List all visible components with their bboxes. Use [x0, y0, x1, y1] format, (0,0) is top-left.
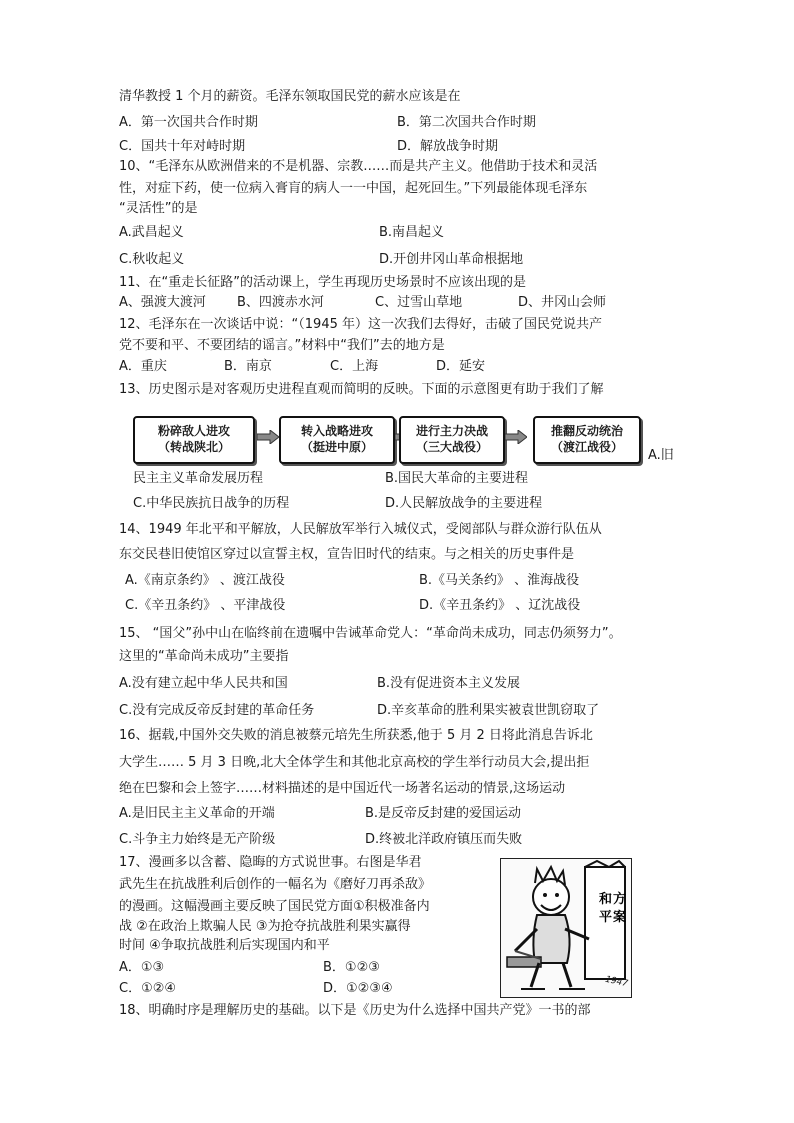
text-line: B．南京: [224, 359, 272, 374]
cartoon-sign-char: 平: [599, 910, 613, 925]
text-line: C．①②④: [119, 981, 177, 996]
text-line: 18、明确时序是理解历史的基础。以下是《历史为什么选择中国共产党》一书的部: [119, 1003, 591, 1018]
text-line: 17、漫画多以含蓄、隐晦的方式说世事。右图是华君: [119, 855, 422, 870]
text-line: C.《辛丑条约》 、平津战役: [125, 598, 286, 613]
text-line: 战 ②在政治上欺骗人民 ③为抢夺抗战胜利果实赢得: [119, 919, 411, 934]
text-line: 武先生在抗战胜利后创作的一幅名为《磨好刀再杀敌》: [119, 877, 432, 892]
diagram-box-2: [279, 416, 395, 464]
text-line: 的漫画。这幅漫画主要反映了国民党方面①积极准备内: [119, 899, 430, 914]
text-line: 绝在巴黎和会上签字……材料描述的是中国近代一场著名运动的情景,这场运动: [119, 781, 566, 796]
diagram-box-sub: （三大战役）: [415, 440, 488, 454]
text-line: D.《辛丑条约》 、辽沈战役: [419, 598, 581, 613]
text-line: 14、1949 年北平和平解放，人民解放军举行入城仪式，受阅部队与群众游行队伍从: [119, 522, 602, 537]
text-line: A．①③: [119, 960, 165, 975]
text-line: A.是旧民主主义革命的开端: [119, 806, 275, 821]
text-line: A.没有建立起中华人民共和国: [119, 676, 288, 691]
text-line: C.秋收起义: [119, 252, 185, 267]
text-line: 13、历史图示是对客观历史进程直观而简明的反映。下面的示意图更有助于我们了解: [119, 382, 604, 397]
text-line: B．第二次国共合作时期: [397, 115, 536, 130]
text-line: 大学生…… 5 月 3 日晚,北大全体学生和其他北京高校的学生举行动员大会,提出拒: [119, 755, 590, 770]
text-line: 党不要和平、不要团结的谣言。”材料中“我们”去的地方是: [119, 338, 445, 353]
text-line: A．重庆: [119, 359, 167, 374]
text-line: 10、“毛泽东从欧洲借来的不是机器、宗教……而是共产主义。他借助于技术和灵活: [119, 159, 598, 174]
text-line: 11、在“重走长征路”的活动课上，学生再现历史场景时不应该出现的是: [119, 275, 527, 290]
text-line: 东交民巷旧使馆区穿过以宣誓主权，宣告旧时代的结束。与之相关的历史事件是: [119, 547, 575, 562]
text-line: 时间 ④争取抗战胜利后实现国内和平: [119, 938, 330, 953]
cartoon-sharpening-knife: [500, 858, 632, 998]
text-line: C.没有完成反帝反封建的革命任务: [119, 703, 315, 718]
diagram-box-sub: （挺进中原）: [300, 440, 373, 454]
text-line: B.国民大革命的主要进程: [385, 471, 529, 486]
text-line: A.旧: [648, 448, 674, 463]
arrow-right-icon: [505, 430, 527, 444]
text-line: A．第一次国共合作时期: [119, 115, 258, 130]
text-line: C.斗争主力始终是无产阶级: [119, 832, 276, 847]
text-line: 清华教授 1 个月的薪资。毛泽东领取国民党的薪水应该是在: [119, 89, 461, 104]
text-line: D.辛亥革命的胜利果实被袁世凯窃取了: [377, 703, 600, 718]
text-line: 这里的“革命尚未成功”主要指: [119, 649, 289, 664]
text-line: 15、 “国父”孙中山在临终前在遗嘱中告诫革命党人：“革命尚未成功，同志仍须努力”。: [119, 626, 622, 641]
text-line: A.武昌起义: [119, 225, 184, 240]
arrow-right-icon: [257, 430, 279, 444]
diagram-box-4: [533, 416, 641, 464]
cartoon-sign-char: 和: [599, 892, 613, 907]
cartoon-year: 1947: [604, 974, 629, 990]
text-line: 12、毛泽东在一次谈话中说：“（1945 年）这一次我们去得好，击破了国民党说共产: [119, 317, 602, 332]
diagram-box-title: 转入战略进攻: [300, 424, 373, 438]
text-line: A、强渡大渡河: [119, 295, 206, 310]
text-line: D．①②③④: [323, 981, 393, 996]
text-line: D.开创井冈山革命根据地: [379, 252, 524, 267]
cartoon-sign-char: 方: [613, 892, 627, 907]
text-line: 民主主义革命发展历程: [133, 471, 264, 486]
diagram-box-1: [133, 416, 255, 464]
text-line: D．延安: [436, 359, 486, 374]
diagram-box-sub: （渡江战役）: [550, 440, 623, 454]
text-line: C.中华民族抗日战争的历程: [133, 496, 290, 511]
text-line: 16、据载,中国外交失败的消息被蔡元培先生所获悉,他于 5 月 2 日将此消息告诉北: [119, 728, 593, 743]
diagram-box-title: 推翻反动统治: [550, 424, 623, 438]
diagram-box-title: 粉碎敌人进攻: [157, 424, 230, 438]
text-line: B.《马关条约》 、淮海战役: [419, 573, 580, 588]
liberation-war-flow-diagram: [133, 414, 643, 466]
text-line: C．上海: [330, 359, 379, 374]
text-line: “灵活性”的是: [119, 201, 198, 216]
text-line: B.南昌起义: [379, 225, 445, 240]
text-line: D.终被北洋政府镇压而失败: [365, 832, 523, 847]
text-line: A.《南京条约》 、渡江战役: [125, 573, 285, 588]
text-line: B、四渡赤水河: [237, 295, 324, 310]
text-line: B．①②③: [323, 960, 380, 975]
diagram-box-3: [399, 416, 505, 464]
diagram-box-title: 进行主力决战: [415, 424, 488, 438]
text-line: B.是反帝反封建的爱国运动: [365, 806, 522, 821]
text-line: C．国共十年对峙时期: [119, 139, 246, 154]
text-line: B.没有促进资本主义发展: [377, 676, 521, 691]
cartoon-sign-char: 案: [613, 910, 627, 925]
text-line: D.人民解放战争的主要进程: [385, 496, 543, 511]
text-line: D．解放战争时期: [397, 139, 499, 154]
diagram-box-sub: （转战陕北）: [157, 440, 230, 454]
text-line: D、井冈山会师: [518, 295, 607, 310]
text-line: C、过雪山草地: [375, 295, 463, 310]
text-line: 性，对症下药，使一位病入膏肓的病人一一中国，起死回生。”下列最能体现毛泽东: [119, 181, 588, 196]
